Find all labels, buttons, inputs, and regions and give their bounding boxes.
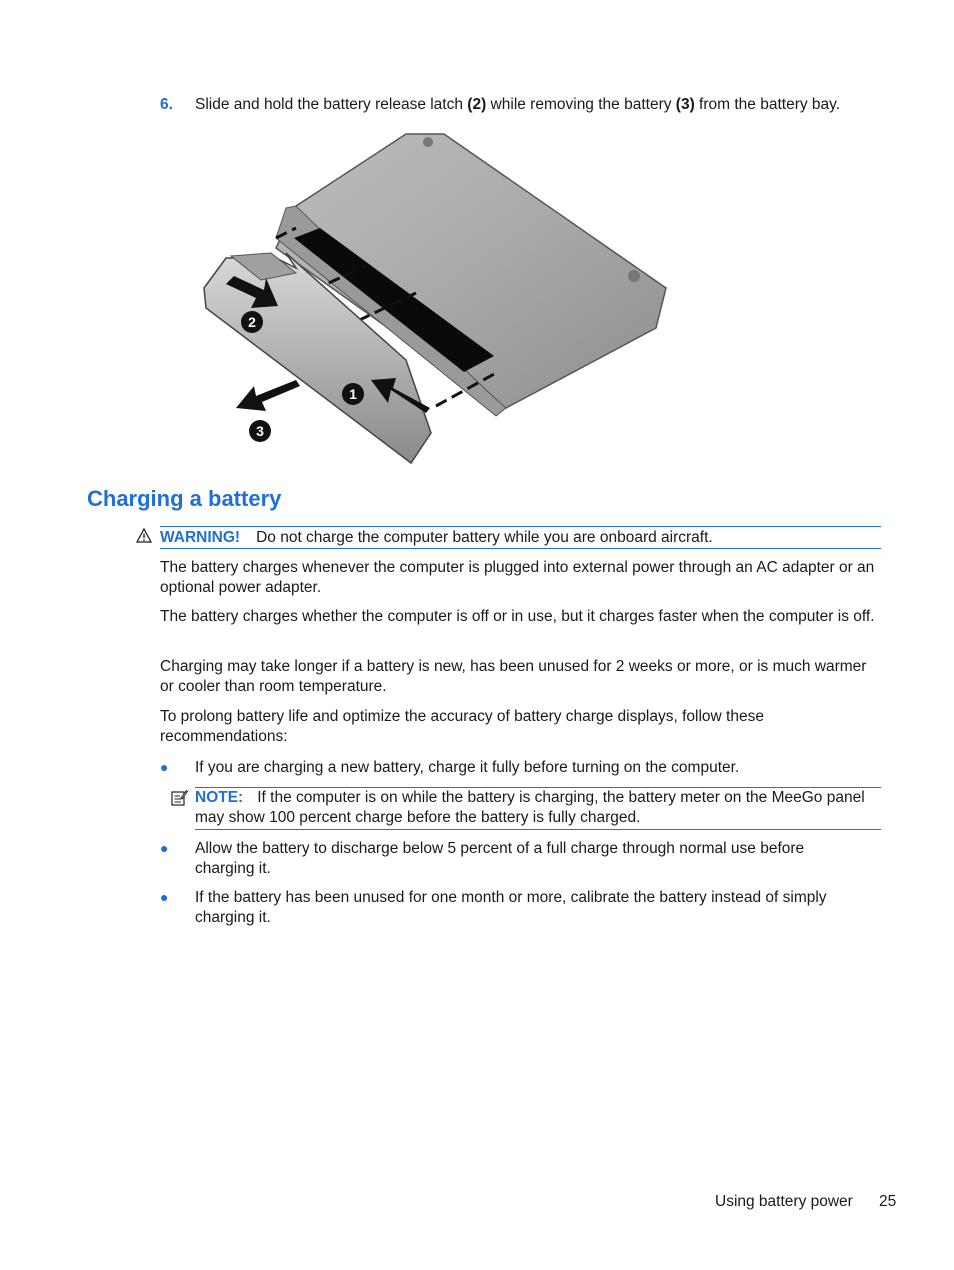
note-text: If the computer is on while the battery is charging, the battery meter on the MeeGo panel may show 100 percent charge before the battery is fully charged. [195, 789, 865, 826]
step-text-3: from the battery bay. [694, 96, 841, 113]
bullet-text: Allow the battery to discharge below 5 percent of a full charge through normal use before charging it. [195, 840, 805, 877]
warning-callout [160, 526, 881, 549]
bullet-text: If the battery has been unused for one month or more, calibrate the battery instead of simply charging it. [195, 889, 827, 926]
paragraph-2: The battery charges whether the computer is off or in use, but it charges faster when the computer is off. [160, 608, 875, 625]
warning-icon [136, 528, 152, 544]
note-callout [195, 787, 881, 830]
warning-label: WARNING! [160, 529, 241, 546]
callout-3 [249, 420, 271, 442]
warning-text: Do not charge the computer battery while you are onboard aircraft. [256, 529, 713, 546]
note-label: NOTE: [195, 789, 244, 806]
bullet-dot-icon: ● [160, 759, 169, 775]
step-bold-battery: (3) [675, 96, 695, 113]
page-number: 25 [879, 1193, 897, 1210]
note-icon [170, 789, 188, 807]
callout-2 [241, 311, 263, 333]
paragraph-4: To prolong battery life and optimize the accuracy of battery charge displays, follow these recommendations: [160, 708, 764, 745]
bullet-text: If you are charging a new battery, charge it fully before turning on the computer. [195, 759, 740, 776]
section-title: Charging a battery [87, 486, 282, 511]
svg-text:1: 1 [349, 386, 357, 402]
footer-section: Using battery power [715, 1193, 853, 1210]
callout-1 [342, 383, 364, 405]
step-text-1: Slide and hold the battery release latch [195, 96, 468, 113]
svg-text:3: 3 [256, 423, 264, 439]
bullet-dot-icon: ● [160, 840, 169, 856]
paragraph-1: The battery charges whenever the computer is plugged into external power through an AC adapter or an optional power adapter. [160, 559, 875, 596]
arrow-3 [236, 380, 300, 411]
step-6 [160, 95, 880, 115]
step-bold-latch: (2) [467, 96, 487, 113]
battery-removal-illustration [196, 128, 674, 468]
svg-text:2: 2 [248, 314, 256, 330]
step-number: 6. [160, 96, 173, 113]
bullet-dot-icon: ● [160, 889, 169, 905]
paragraph-3: Charging may take longer if a battery is new, has been unused for 2 weeks or more, or is much warmer or cooler than room temperature. [160, 658, 867, 695]
step-text-2: while removing the battery [486, 96, 676, 113]
